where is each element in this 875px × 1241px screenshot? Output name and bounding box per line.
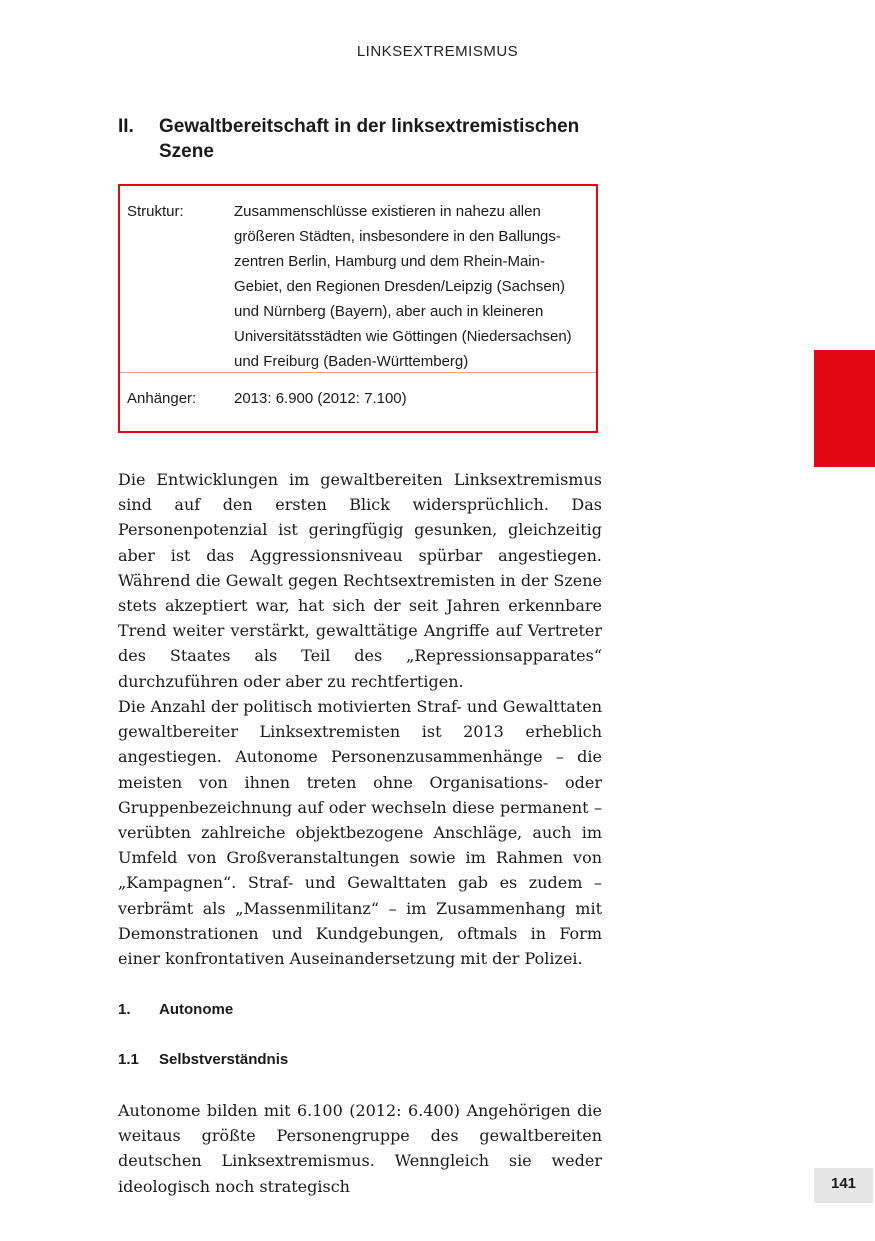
structure-label: Struktur: bbox=[127, 203, 184, 220]
body-paragraph-3: Autonome bilden mit 6.100 (2012: 6.400) Angehörigen die weitaus größte Personengruppe des gewaltbereiten deutschen Linksextremismus. Wenngleich sie weder ideologisch noch strategisch bbox=[118, 1101, 602, 1196]
followers-label: Anhänger: bbox=[127, 390, 197, 407]
subsection-heading-selbstverstaendnis bbox=[118, 1051, 288, 1068]
section-number: 1. bbox=[118, 1001, 131, 1018]
page-number: 141 bbox=[814, 1168, 873, 1203]
structure-text: Zusammenschlüsse existieren in nahezu allen größeren Städten, insbesondere in den Ballungszentren Berlin, Hamburg und dem Rhein-Main-Gebiet, den Regionen Dresden/Leipzig (Sachsen) und Nürnberg (Bayern), aber auch in kleineren Universitätsstädten wie Göttingen (Niedersachsen) und Freiburg (Baden-Württemberg) bbox=[234, 203, 572, 370]
chapter-thumb-tab bbox=[814, 350, 875, 467]
chapter-title-text: Gewaltbereitschaft in der linksextremistischen Szene bbox=[159, 116, 580, 162]
body-paragraph-1: Die Entwicklungen im gewaltbereiten Linksextremismus sind auf den ersten Blick widersprüchlich. Das Personenpotenzial ist geringfügig gesunken, gleichzeitig aber ist das Aggressionsniveau spürbar angestiegen. Während die Gewalt gegen Rechtsextremisten in der Szene stets akzeptiert war, hat sich der seit Jahren erkennbare Trend weiter verstärkt, gewalttätige Angriffe auf Vertreter des Staates als Teil des „Repressionsapparates“ durchzuführen oder aber zu rechtfertigen. bbox=[118, 470, 602, 691]
info-row-structure bbox=[120, 186, 596, 373]
followers-text: 2013: 6.900 (2012: 7.100) bbox=[234, 390, 407, 407]
chapter-number: II. bbox=[118, 116, 134, 137]
section-title: Autonome bbox=[159, 1001, 234, 1018]
running-header: LINKSEXTREMISMUS bbox=[356, 43, 519, 60]
info-box bbox=[118, 184, 598, 433]
subsection-number: 1.1 bbox=[118, 1051, 139, 1068]
section-heading-autonome bbox=[118, 1001, 233, 1018]
body-paragraph-2: Die Anzahl der politisch motivierten Straf- und Gewalttaten gewaltbereiter Linksextremisten ist 2013 erheblich angestiegen. Autonome Personenzusammenhänge – die meisten von ihnen treten ohne Organisations- oder Gruppenbezeichnung auf oder wechseln diese permanent – verübten zahlreiche objektbezogene Anschläge, auch im Umfeld von Großveranstaltungen sowie im Rahmen von „Kampagnen“. Straf- und Gewalttaten gab es zudem – verbrämt als „Massenmilitanz“ – im Zusammenhang mit Demonstrationen und Kundgebungen, oftmals in Form einer konfrontativen Auseinandersetzung mit der Polizei. bbox=[118, 697, 602, 969]
chapter-heading bbox=[118, 114, 608, 164]
info-row-followers bbox=[120, 373, 596, 411]
subsection-title: Selbstverständnis bbox=[159, 1051, 289, 1068]
